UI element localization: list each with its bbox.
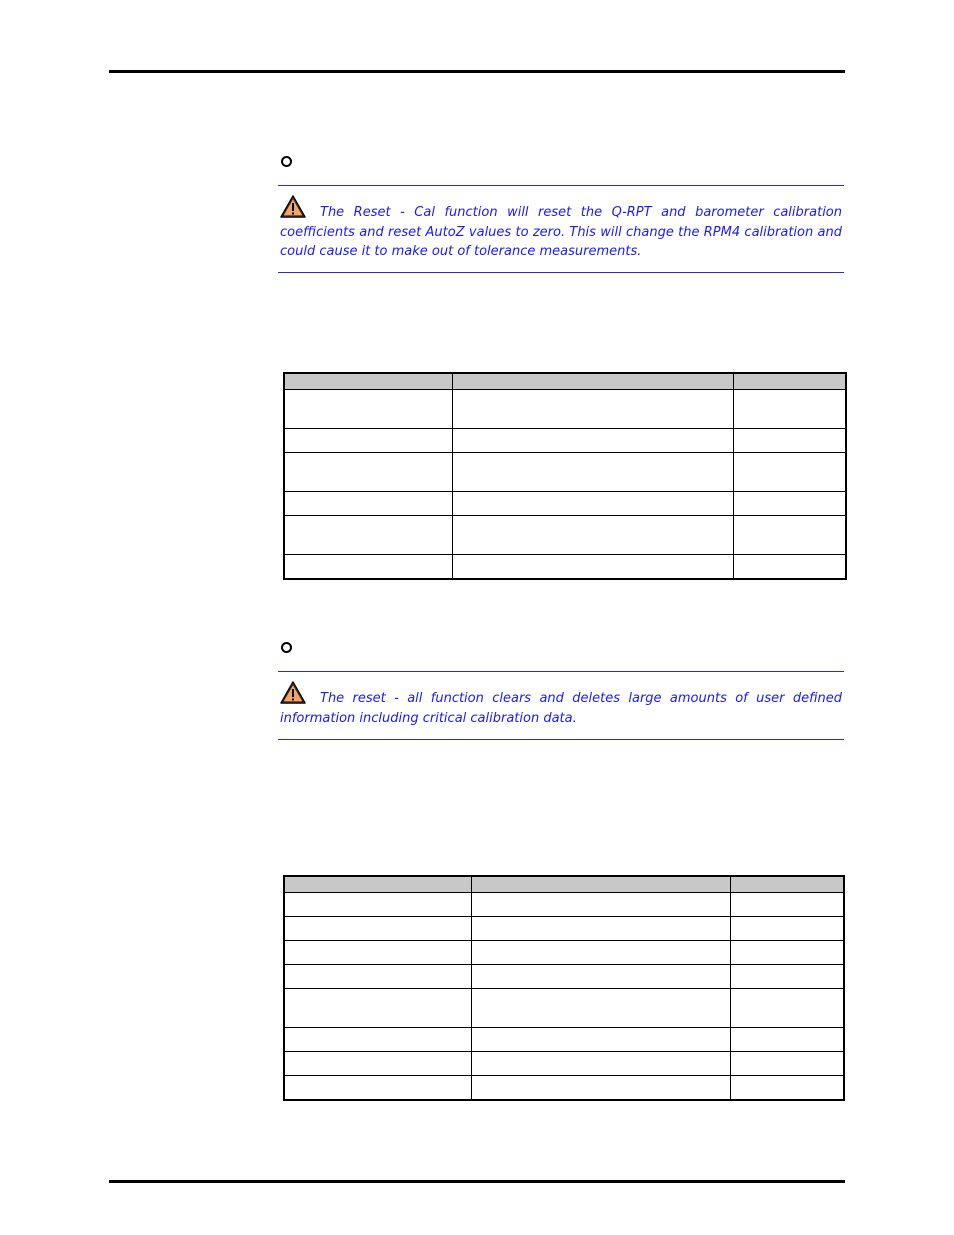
table-cell bbox=[730, 965, 844, 989]
table-row bbox=[284, 429, 846, 453]
page-footer-rule bbox=[109, 1180, 845, 1183]
table-cell bbox=[733, 390, 846, 429]
table-cell bbox=[284, 941, 471, 965]
table-cell bbox=[284, 1076, 471, 1100]
table-cell bbox=[284, 453, 452, 492]
table-cell bbox=[284, 989, 471, 1028]
table-header-cell bbox=[452, 373, 733, 390]
table-cell bbox=[471, 965, 730, 989]
table-cell bbox=[733, 516, 846, 555]
table-cell bbox=[284, 1052, 471, 1076]
table-header-row bbox=[284, 876, 844, 893]
caution-box-reset-all bbox=[278, 671, 844, 740]
table-cell bbox=[452, 492, 733, 516]
table-cell bbox=[452, 453, 733, 492]
table-row bbox=[284, 1028, 844, 1052]
table-cell bbox=[733, 492, 846, 516]
table-cell bbox=[284, 516, 452, 555]
table-cell bbox=[730, 989, 844, 1028]
table-cell bbox=[730, 1052, 844, 1076]
table-row bbox=[284, 1076, 844, 1100]
table-cell bbox=[733, 453, 846, 492]
caution-text: The Reset - Cal function will reset the Q-RPT and barometer calibration coefficients and reset AutoZ values to zero. This will change the RPM4 calibration and could cause it to make out of tolerance measurements. bbox=[280, 205, 842, 259]
table-row bbox=[284, 965, 844, 989]
table-cell bbox=[471, 1076, 730, 1100]
table-cell bbox=[730, 917, 844, 941]
table-cell bbox=[730, 893, 844, 917]
table-header-row bbox=[284, 373, 846, 390]
caution-text: The reset - all function clears and deletes large amounts of user defined information including critical calibration data. bbox=[280, 691, 842, 726]
table-cell bbox=[471, 1052, 730, 1076]
table-header-cell bbox=[733, 373, 846, 390]
table-cell bbox=[284, 492, 452, 516]
table-row bbox=[284, 453, 846, 492]
table-row bbox=[284, 390, 846, 429]
table-header-cell bbox=[284, 373, 452, 390]
table-cell bbox=[452, 390, 733, 429]
table-cell bbox=[284, 390, 452, 429]
reset-all-table bbox=[283, 875, 845, 1101]
table-cell bbox=[284, 429, 452, 453]
table-row bbox=[284, 492, 846, 516]
bullet-icon bbox=[281, 641, 293, 653]
table-row bbox=[284, 516, 846, 555]
table-cell bbox=[452, 429, 733, 453]
caution-box-reset-cal bbox=[278, 185, 844, 273]
table-cell bbox=[452, 516, 733, 555]
table-cell bbox=[284, 893, 471, 917]
table-cell bbox=[284, 917, 471, 941]
table-header-cell bbox=[730, 876, 844, 893]
table-cell bbox=[284, 965, 471, 989]
table-cell bbox=[471, 1028, 730, 1052]
table-cell bbox=[730, 1076, 844, 1100]
caution-triangle-icon bbox=[280, 681, 306, 704]
table-cell bbox=[452, 555, 733, 579]
table-header-cell bbox=[471, 876, 730, 893]
table-cell bbox=[284, 1028, 471, 1052]
table-cell bbox=[730, 941, 844, 965]
table-row bbox=[284, 555, 846, 579]
table-cell bbox=[730, 1028, 844, 1052]
table-row bbox=[284, 1052, 844, 1076]
table-cell bbox=[733, 555, 846, 579]
page-header-rule bbox=[109, 70, 845, 73]
bullet-icon bbox=[281, 155, 293, 167]
table-row bbox=[284, 941, 844, 965]
caution-triangle-icon bbox=[280, 195, 306, 218]
table-row bbox=[284, 893, 844, 917]
table-row bbox=[284, 917, 844, 941]
table-cell bbox=[471, 941, 730, 965]
table-cell bbox=[471, 893, 730, 917]
table-cell bbox=[471, 917, 730, 941]
table-cell bbox=[471, 989, 730, 1028]
table-cell bbox=[733, 429, 846, 453]
table-row bbox=[284, 989, 844, 1028]
reset-cal-table bbox=[283, 372, 847, 580]
table-header-cell bbox=[284, 876, 471, 893]
table-cell bbox=[284, 555, 452, 579]
